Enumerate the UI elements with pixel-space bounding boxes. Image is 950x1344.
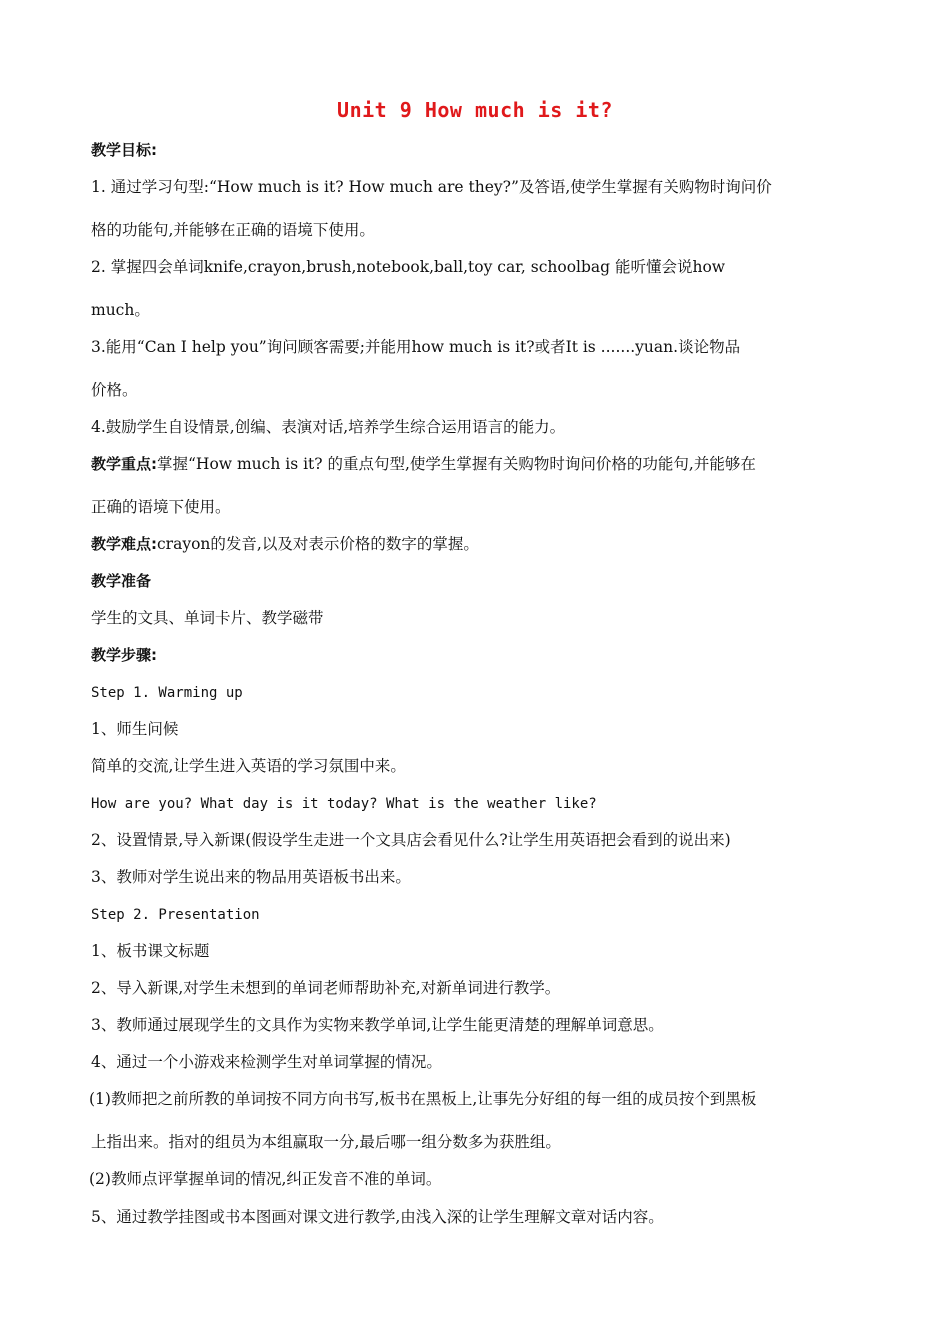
objective-2-line-2: much。 [91,301,150,319]
step-2-sub-2: (2)教师点评掌握单词的情况,纠正发音不准的单词。 [89,1170,442,1188]
step-1-item-1: 1、师生问候 [91,720,179,738]
preparation-heading: 教学准备 [91,572,152,590]
difficulty-label: 教学难点: [91,535,157,553]
step-2-item-2: 2、导入新课,对学生未想到的单词老师帮助补充,对新单词进行教学。 [91,979,561,997]
objective-3-line-1: 3.能用“Can I help you”询问顾客需要;并能用how much is it?或者It is .......yuan.谈论物品 [91,338,741,356]
step-2-sub-1-line-2: 上指出来。指对的组员为本组赢取一分,最后哪一组分数多为获胜组。 [91,1133,561,1151]
preparation-text: 学生的文具、单词卡片、教学磁带 [91,609,324,627]
step-2-sub-1-line-1: (1)教师把之前所教的单词按不同方向书写,板书在黑板上,让事先分好组的每一组的成员按个到黑板 [89,1090,757,1108]
step-2-item-5: 5、通过教学挂图或书本图画对课文进行教学,由浅入深的让学生理解文章对话内容。 [91,1208,664,1226]
step-1-item-2: 2、设置情景,导入新课(假设学生走进一个文具店会看见什么?让学生用英语把会看到的说出来) [91,831,731,849]
step-2-item-1: 1、板书课文标题 [91,942,210,960]
step-2-item-4: 4、通过一个小游戏来检测学生对单词掌握的情况。 [91,1053,442,1071]
objectives-heading: 教学目标: [91,141,157,159]
objective-1-line-1: 1. 通过学习句型:“How much is it? How much are they?”及答语,使学生掌握有关购物时询问价 [91,178,772,196]
objective-2-line-1: 2. 掌握四会单词knife,crayon,brush,notebook,ball,toy car, schoolbag 能听懂会说how [91,258,726,276]
step-1-item-1-description: 简单的交流,让学生进入英语的学习氛围中来。 [91,757,406,775]
steps-heading: 教学步骤: [91,646,157,664]
step-1-item-3: 3、教师对学生说出来的物品用英语板书出来。 [91,868,411,886]
key-point-line-1 [91,454,756,474]
document-title: Unit 9 How much is it? [337,98,613,122]
key-point-label: 教学重点: [91,455,157,473]
objective-1-line-2: 格的功能句,并能够在正确的语境下使用。 [91,221,375,239]
difficulty-line [91,534,479,554]
key-point-line-2: 正确的语境下使用。 [91,498,231,516]
step-1-title: Step 1. Warming up [91,685,243,701]
step-2-title: Step 2. Presentation [91,907,260,923]
step-2-item-3: 3、教师通过展现学生的文具作为实物来教学单词,让学生能更清楚的理解单词意思。 [91,1016,664,1034]
objective-3-line-2: 价格。 [91,381,138,399]
objective-4: 4.鼓励学生自设情景,创编、表演对话,培养学生综合运用语言的能力。 [91,418,566,436]
step-1-item-1-english: How are you? What day is it today? What is the weather like? [91,796,597,812]
key-point-text: 掌握“How much is it? 的重点句型,使学生掌握有关购物时询问价格的功能句,并能够在 [157,455,756,473]
difficulty-text: crayon的发音,以及对表示价格的数字的掌握。 [157,535,479,553]
